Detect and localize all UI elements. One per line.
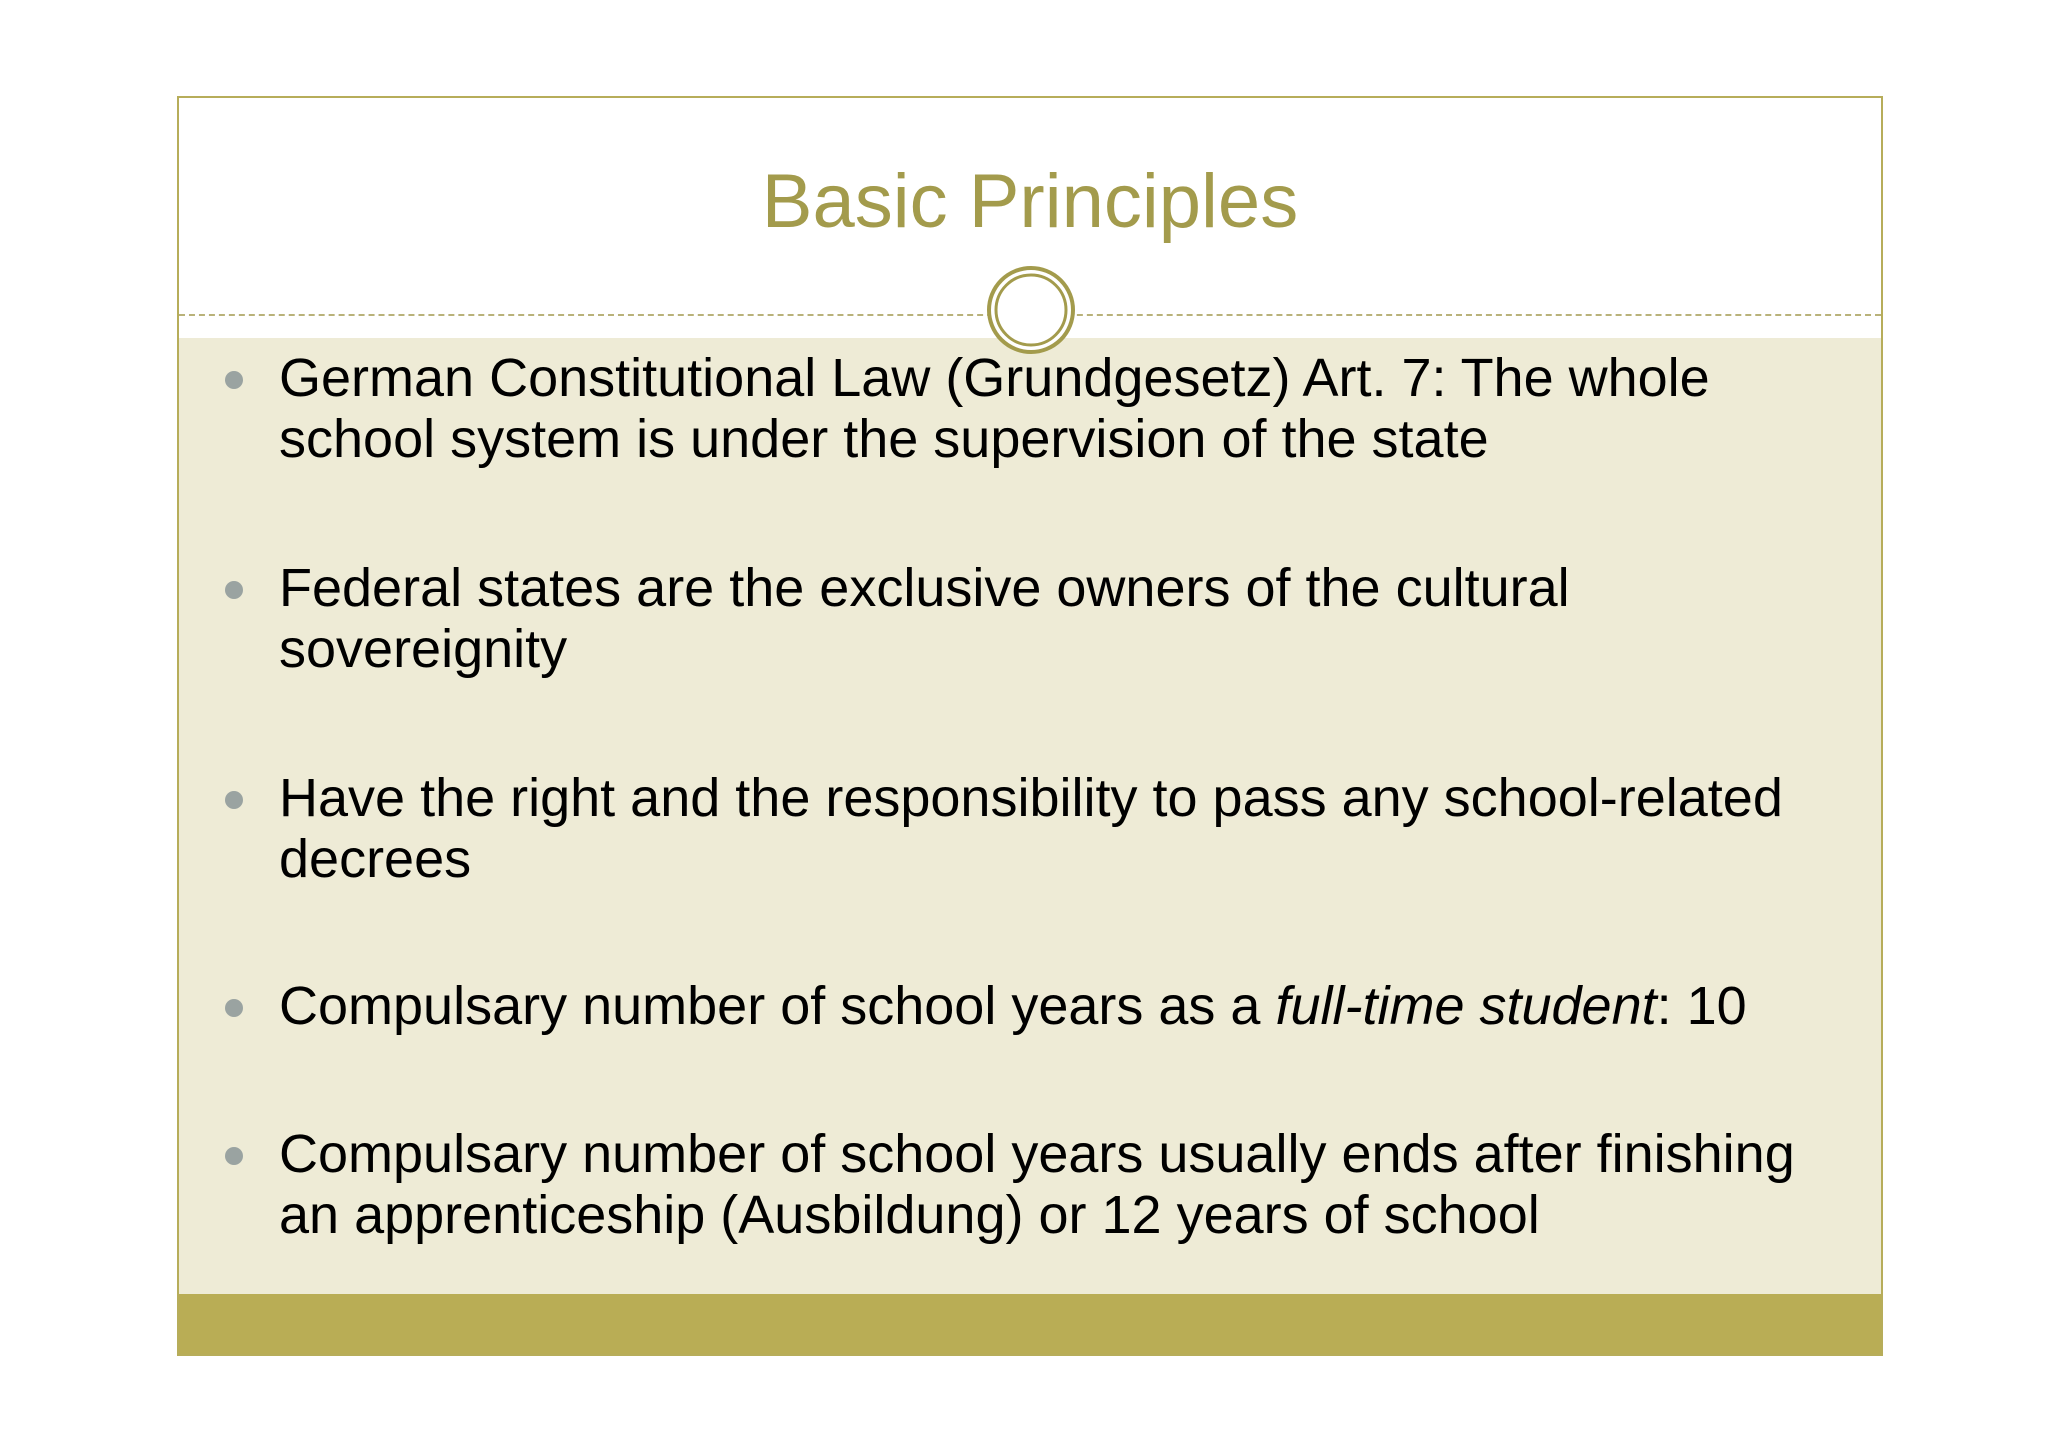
- bullet-text: German Constitutional Law (Grundgesetz) Art. 7: The whole school system is under the supervision of the state: [279, 348, 1710, 469]
- bullet-text: Compulsary number of school years usually ends after finishing an apprenticeship (Ausbildung) or 12 years of school: [279, 1124, 1795, 1245]
- slide: [177, 96, 1883, 1356]
- bullet-text-after: : 10: [1656, 976, 1747, 1036]
- bullet-dot-icon: [225, 371, 243, 389]
- bullet-item: [279, 1124, 1839, 1246]
- bullet-text-italic: full-time student: [1275, 976, 1657, 1036]
- bullet-dot-icon: [225, 999, 243, 1017]
- bullet-text: Have the right and the responsibility to pass any school-related decrees: [279, 768, 1783, 889]
- bullet-text: Federal states are the exclusive owners of the cultural sovereignity: [279, 558, 1570, 679]
- bullet-item: [279, 558, 1839, 680]
- double-ring-icon: [987, 266, 1075, 354]
- bullet-text-before: Compulsary number of school years as a: [279, 976, 1276, 1036]
- bullet-dot-icon: [225, 1147, 243, 1165]
- bullet-item: [279, 976, 1839, 1037]
- slide-title: Basic Principles: [761, 159, 1299, 244]
- bullet-dot-icon: [225, 791, 243, 809]
- bullet-item: [279, 768, 1839, 890]
- bullet-item: [279, 348, 1839, 470]
- footer-bar: [179, 1294, 1881, 1354]
- bullet-dot-icon: [225, 581, 243, 599]
